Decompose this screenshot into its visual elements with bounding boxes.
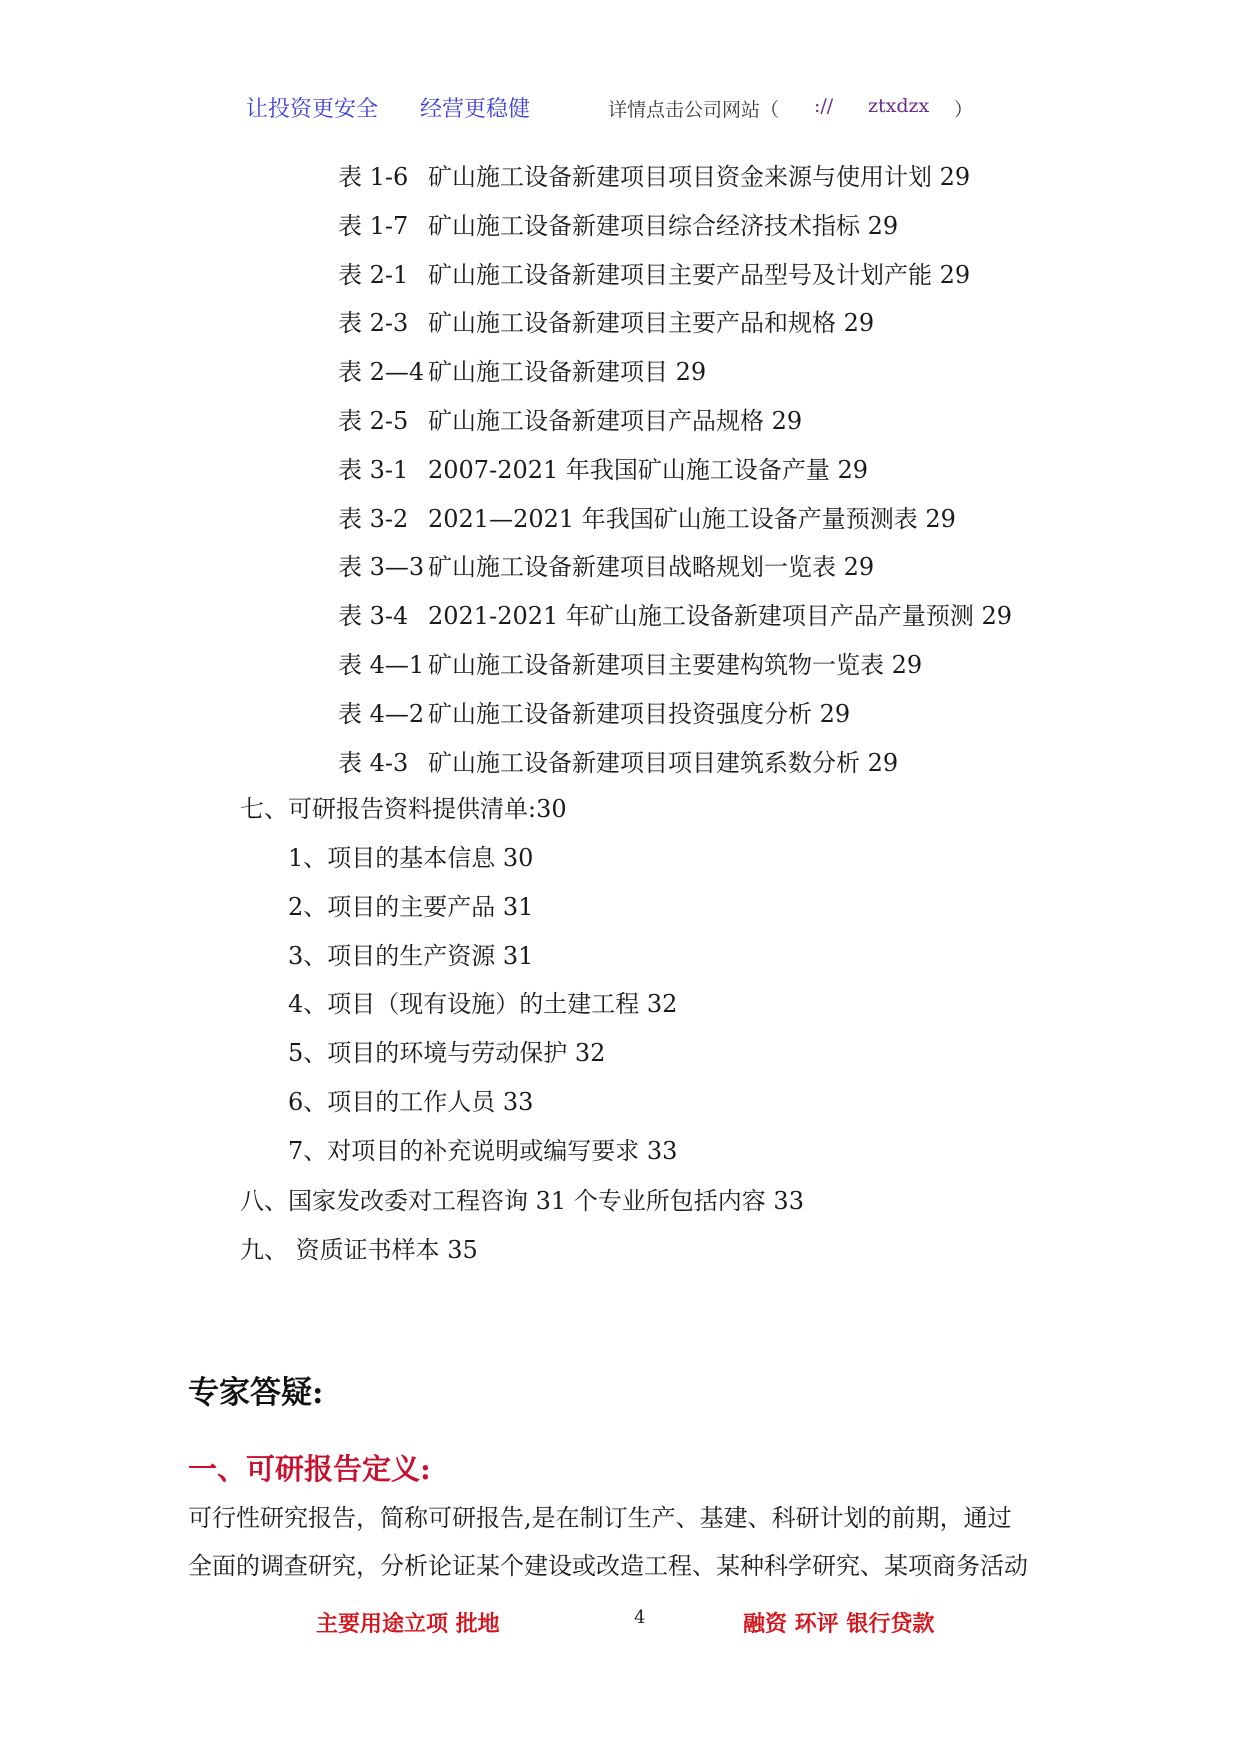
toc-table-title: 矿山施工设备新建项目主要建构筑物一览表 29 (428, 651, 923, 679)
toc-table-number: 表 2-5 (338, 407, 409, 435)
toc-table-title: 矿山施工设备新建项目项目建筑系数分析 29 (428, 748, 899, 777)
toc-table-title: 2007-2021 年我国矿山施工设备产量 29 (428, 455, 869, 484)
toc-table-entry[interactable] (338, 748, 898, 778)
definition-paragraph-line-1: 可行性研究报告，简称可研报告,是在制订生产、基建、科研计划的前期，通过 (188, 1504, 1012, 1532)
toc-table-entry[interactable] (338, 699, 850, 729)
footer-left-text: 主要用途立项 批地 (316, 1611, 500, 1637)
toc-table-title: 矿山施工设备新建项目主要产品型号及计划产能 29 (428, 260, 971, 289)
toc-section-7-item[interactable]: 4、项目（现有设施）的土建工程 32 (288, 990, 678, 1019)
toc-section-7-item[interactable]: 6、项目的工作人员 33 (288, 1088, 534, 1116)
toc-table-title: 矿山施工设备新建项目投资强度分析 29 (428, 699, 851, 728)
toc-table-entry[interactable] (338, 552, 874, 582)
header-slogan-left: 让投资更安全 (246, 97, 379, 122)
definition-paragraph-line-2: 全面的调查研究，分析论证某个建设或改造工程、某种科学研究、某项商务活动 (188, 1552, 1028, 1580)
toc-table-number: 表 1-6 (338, 163, 409, 191)
definition-heading: 一、可研报告定义: (188, 1452, 431, 1486)
footer-right-text: 融资 环评 银行贷款 (743, 1611, 935, 1637)
toc-table-entry[interactable] (338, 260, 970, 290)
expert-qa-heading: 专家答疑: (188, 1375, 324, 1411)
toc-table-title: 矿山施工设备新建项目战略规划一览表 29 (428, 553, 875, 582)
toc-table-title: 矿山施工设备新建项目综合经济技术指标 29 (428, 211, 899, 240)
toc-table-entry[interactable] (338, 504, 956, 534)
toc-section-7-item[interactable]: 2、项目的主要产品 31 (288, 892, 534, 921)
toc-table-number: 表 3-2 (338, 504, 409, 533)
toc-table-title: 2021-2021 年矿山施工设备新建项目产品产量预测 29 (428, 602, 1013, 631)
toc-table-number: 表 2-1 (338, 260, 409, 289)
toc-table-number: 表 4-3 (338, 748, 409, 777)
header-site-suffix: ） (954, 99, 974, 121)
toc-table-entry[interactable] (338, 308, 874, 338)
page-number: 4 (634, 1607, 646, 1628)
toc-section-7-item[interactable]: 5、项目的环境与劳动保护 32 (288, 1039, 606, 1068)
toc-section-7-item[interactable]: 7、对项目的补充说明或编写要求 33 (288, 1136, 678, 1165)
header-slogan-mid: 经营更稳健 (420, 97, 531, 122)
toc-table-entry[interactable] (338, 455, 868, 485)
toc-table-entry[interactable] (338, 650, 922, 680)
header-site-proto[interactable]: :// (814, 95, 834, 117)
toc-table-number: 表 2-3 (338, 309, 409, 338)
toc-table-number: 表 1-7 (338, 211, 409, 240)
toc-table-entry[interactable] (338, 406, 802, 436)
toc-table-number: 表 3-4 (338, 602, 409, 631)
toc-table-number: 表 4—2 (338, 699, 425, 728)
toc-table-number: 表 3—3 (338, 553, 425, 582)
header-site-prefix: 详情点击公司网站（ (608, 99, 780, 121)
toc-table-number: 表 2—4 (338, 358, 425, 387)
toc-section-8[interactable]: 八、国家发改委对工程咨询 31 个专业所包括内容 33 (240, 1187, 804, 1215)
toc-section-7-item[interactable]: 1、项目的基本信息 30 (288, 844, 534, 872)
toc-table-entry[interactable] (338, 211, 898, 241)
toc-table-number: 表 4—1 (338, 651, 425, 679)
toc-table-number: 表 3-1 (338, 455, 409, 484)
toc-table-title: 矿山施工设备新建项目项目资金来源与使用计划 29 (428, 163, 971, 191)
toc-section-7-item[interactable]: 3、项目的生产资源 31 (288, 941, 534, 970)
toc-table-title: 矿山施工设备新建项目 29 (428, 358, 707, 387)
toc-table-title: 矿山施工设备新建项目产品规格 29 (428, 407, 803, 435)
toc-table-entry[interactable] (338, 162, 970, 192)
toc-table-title: 2021—2021 年我国矿山施工设备产量预测表 29 (428, 504, 956, 533)
header-site-domain[interactable]: ztxdzx (868, 95, 930, 117)
toc-section-7[interactable]: 七、可研报告资料提供清单:30 (240, 795, 567, 823)
toc-table-entry[interactable] (338, 601, 1012, 631)
toc-table-title: 矿山施工设备新建项目主要产品和规格 29 (428, 309, 875, 338)
toc-section-9[interactable]: 九、 资质证书样本 35 (240, 1236, 478, 1264)
toc-table-entry[interactable] (338, 357, 706, 387)
